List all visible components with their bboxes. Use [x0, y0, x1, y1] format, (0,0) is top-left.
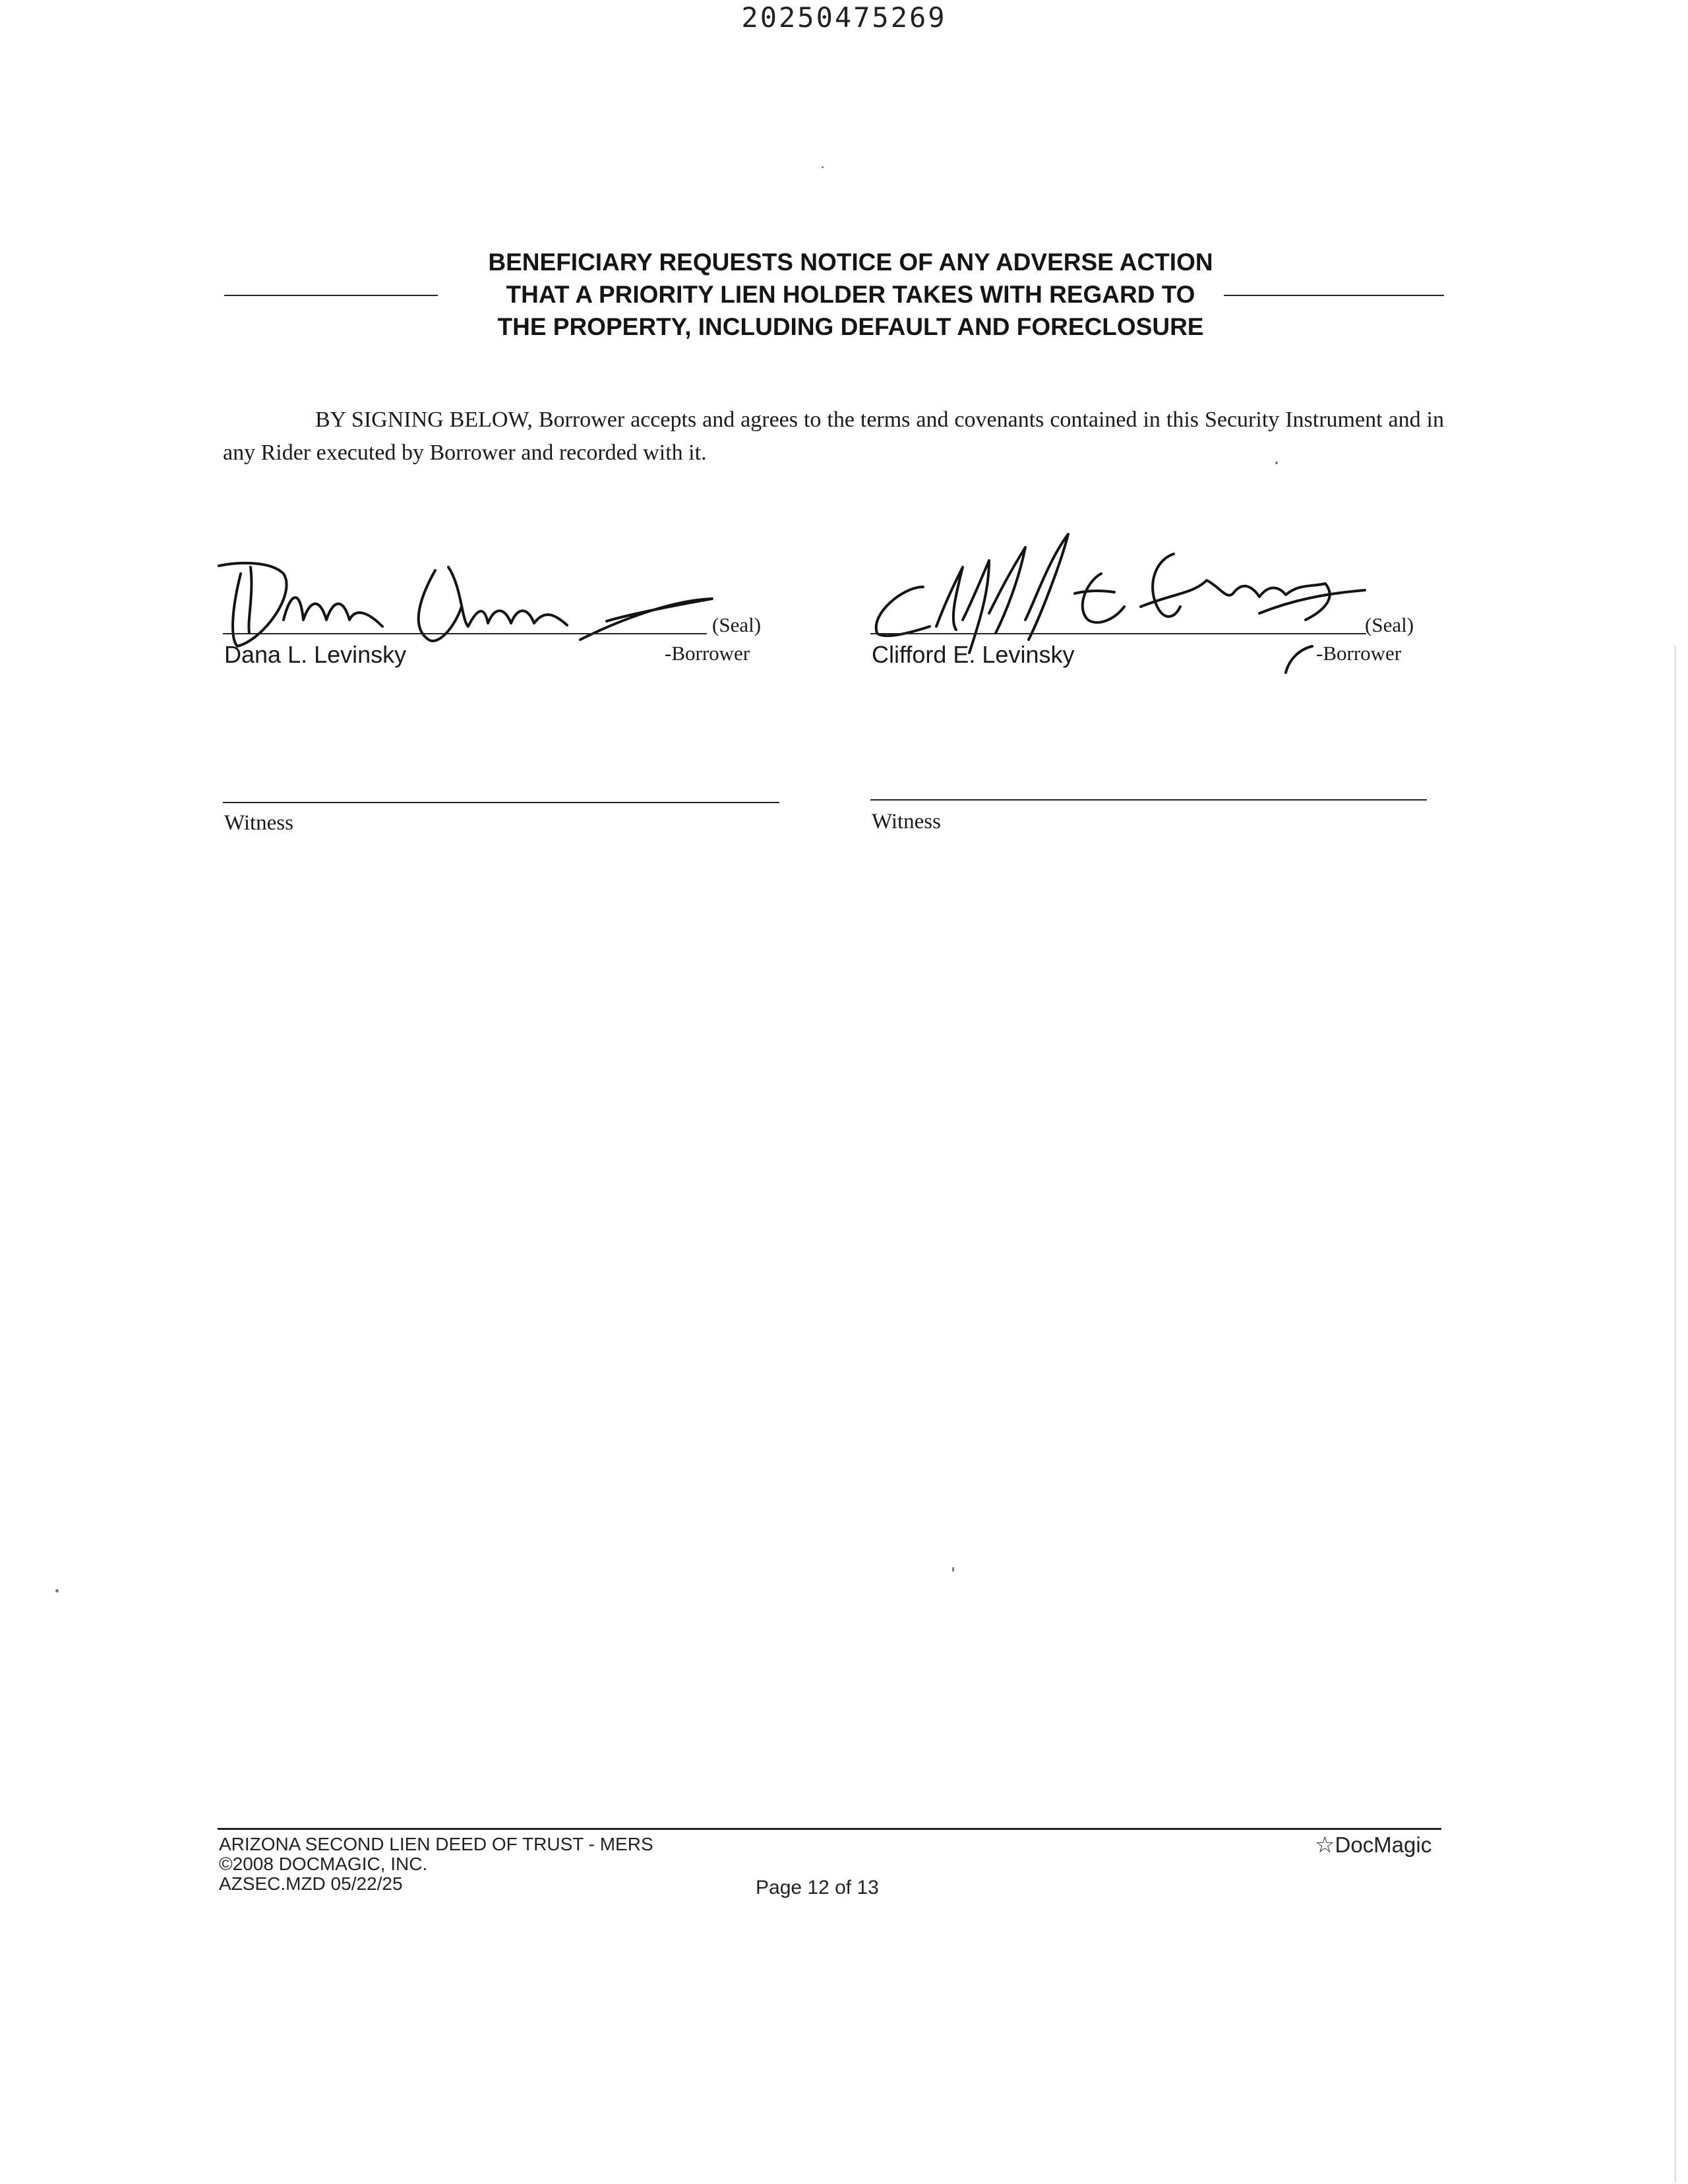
borrower-label-2: -Borrower	[1316, 642, 1402, 665]
signer-name-2: Clifford E. Levinsky	[872, 641, 1075, 668]
heading-line-3: THE PROPERTY, INCLUDING DEFAULT AND FORECLOSURE	[497, 313, 1204, 340]
witness-line-1	[223, 802, 779, 803]
signature-line-2	[870, 633, 1366, 634]
footer-copyright: ©2008 DOCMAGIC, INC.	[219, 1854, 428, 1874]
heading-line-2: THAT A PRIORITY LIEN HOLDER TAKES WITH REGARD TO	[506, 281, 1195, 308]
footer-brand-text: DocMagic	[1335, 1833, 1432, 1857]
seal-label-2: (Seal)	[1365, 613, 1414, 636]
footer-form-code: AZSEC.MZD 05/22/25	[219, 1873, 403, 1894]
witness-line-2	[870, 799, 1427, 801]
body-paragraph-text: BY SIGNING BELOW, Borrower accepts and agrees to the terms and covenants contained in this Security Instrument and in any Rider executed by Borrower and recorded with it.	[223, 408, 1444, 465]
heading-line-1: BENEFICIARY REQUESTS NOTICE OF ANY ADVERSE ACTION	[488, 249, 1213, 276]
recording-number: 20250475269	[741, 1, 947, 34]
seal-label-1: (Seal)	[712, 613, 762, 636]
scan-speck	[952, 1567, 954, 1572]
signature-line-1	[223, 633, 707, 634]
footer-page-label: Page 12 of 13	[756, 1877, 879, 1898]
footer-form-title: ARIZONA SECOND LIEN DEED OF TRUST - MERS	[219, 1834, 653, 1854]
borrower-label-1: -Borrower	[665, 642, 750, 665]
footer-rule	[218, 1828, 1441, 1830]
body-paragraph	[223, 404, 1444, 470]
scan-speck	[1275, 462, 1278, 464]
witness-label-1: Witness	[224, 811, 293, 835]
heading-rule-right	[1224, 295, 1444, 296]
signer-name-1: Dana L. Levinsky	[224, 641, 407, 668]
heading-rule-left	[224, 295, 438, 296]
scan-speck	[822, 166, 824, 168]
witness-label-2: Witness	[872, 810, 941, 834]
star-outline-icon: ☆	[1315, 1833, 1335, 1858]
footer-brand	[1315, 1833, 1432, 1857]
scan-speck	[55, 1589, 59, 1592]
